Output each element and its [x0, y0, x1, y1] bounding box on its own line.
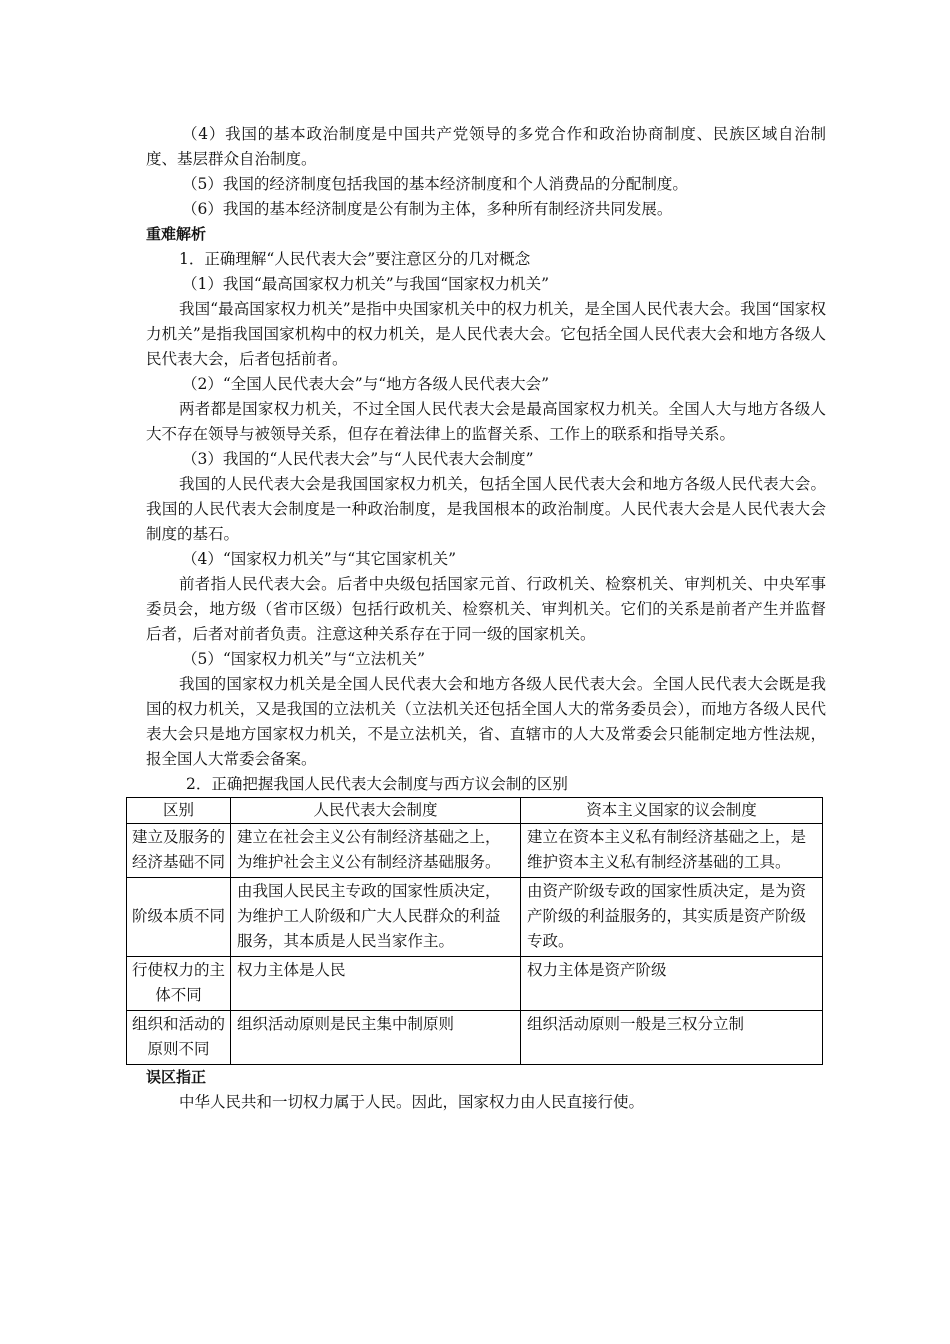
- table-header-row: [127, 798, 823, 824]
- document-page: [131, 122, 826, 1115]
- intro-item-5: （5）我国的经济制度包括我国的基本经济制度和个人消费品的分配制度。: [182, 175, 688, 193]
- pair-4-body: 前者指人民代表大会。后者中央级包括国家元首、行政机关、检察机关、审判机关、中央军事委员会，地方级（省市区级）包括行政机关、检察机关、审判机关。它们的关系是前者产生并监督后者，后者对前者负责。注意这种关系存在于同一级的国家机关。: [146, 575, 826, 643]
- table-cell: 阶级本质不同: [127, 878, 231, 957]
- table-header-cell: 区别: [127, 798, 231, 824]
- section-title-misconception: 误区指正: [146, 1068, 207, 1086]
- pair-5-title: （5）“国家权力机关”与“立法机关”: [182, 650, 426, 668]
- table-cell: 组织活动原则一般是三权分立制: [521, 1011, 823, 1065]
- point-2-title: 2．正确把握我国人民代表大会制度与西方议会制的区别: [186, 775, 568, 793]
- pair-3-title: （3）我国的“人民代表大会”与“人民代表大会制度”: [182, 450, 534, 468]
- point-1-title: 1．正确理解“人民代表大会”要注意区分的几对概念: [179, 250, 531, 268]
- pair-2-title: （2）“全国人民代表大会”与“地方各级人民代表大会”: [182, 375, 550, 393]
- table-cell: 组织活动原则是民主集中制原则: [231, 1011, 521, 1065]
- misconception-body: 中华人民共和一切权力属于人民。因此，国家权力由人民直接行使。: [179, 1093, 645, 1111]
- pair-1-title: （1）我国“最高国家权力机关”与我国“国家权力机关”: [182, 275, 550, 293]
- table-row: [127, 1011, 823, 1065]
- table-cell: 组织和活动的原则不同: [127, 1011, 231, 1065]
- table-header-cell: 人民代表大会制度: [231, 798, 521, 824]
- table-header-cell: 资本主义国家的议会制度: [521, 798, 823, 824]
- table-cell: 行使权力的主体不同: [127, 957, 231, 1011]
- table-cell: 建立在资本主义私有制经济基础之上，是维护资本主义私有制经济基础的工具。: [521, 824, 823, 878]
- pair-3-body: 我国的人民代表大会是我国国家权力机关，包括全国人民代表大会和地方各级人民代表大会。我国的人民代表大会制度是一种政治制度，是我国根本的政治制度。人民代表大会是人民代表大会制度的基石。: [146, 475, 826, 543]
- intro-item-4: （4）我国的基本政治制度是中国共产党领导的多党合作和政治协商制度、民族区域自治制度、基层群众自治制度。: [146, 125, 826, 168]
- pair-1-body: 我国“最高国家权力机关”是指中央国家机关中的权力机关，是全国人民代表大会。我国“国家权力机关”是指我国国家机构中的权力机关，是人民代表大会。它包括全国人民代表大会和地方各级人民代表大会，后者包括前者。: [146, 300, 826, 368]
- table-cell: 建立在社会主义公有制经济基础之上，为维护社会主义公有制经济基础服务。: [231, 824, 521, 878]
- pair-4-title: （4）“国家权力机关”与“其它国家机关”: [182, 550, 457, 568]
- comparison-table: [126, 797, 823, 1065]
- table-cell: 权力主体是资产阶级: [521, 957, 823, 1011]
- section-title-key-analysis: 重难解析: [146, 225, 207, 243]
- table-row: [127, 957, 823, 1011]
- table-row: [127, 824, 823, 878]
- pair-5-body: 我国的国家权力机关是全国人民代表大会和地方各级人民代表大会。全国人民代表大会既是我国的权力机关，又是我国的立法机关（立法机关还包括全国人大的常务委员会），而地方各级人民代表大会只是地方国家权力机关，不是立法机关，省、直辖市的人大及常委会只能制定地方性法规，报全国人大常委会备案。: [146, 675, 826, 768]
- table-row: [127, 878, 823, 957]
- table-cell: 由资产阶级专政的国家性质决定，是为资产阶级的利益服务的，其实质是资产阶级专政。: [521, 878, 823, 957]
- intro-item-6: （6）我国的基本经济制度是公有制为主体，多种所有制经济共同发展。: [182, 200, 673, 218]
- table-cell: 权力主体是人民: [231, 957, 521, 1011]
- table-cell: 由我国人民民主专政的国家性质决定，为维护工人阶级和广大人民群众的利益服务，其本质是人民当家作主。: [231, 878, 521, 957]
- pair-2-body: 两者都是国家权力机关，不过全国人民代表大会是最高国家权力机关。全国人大与地方各级人大不存在领导与被领导关系，但存在着法律上的监督关系、工作上的联系和指导关系。: [146, 400, 826, 443]
- table-cell: 建立及服务的经济基础不同: [127, 824, 231, 878]
